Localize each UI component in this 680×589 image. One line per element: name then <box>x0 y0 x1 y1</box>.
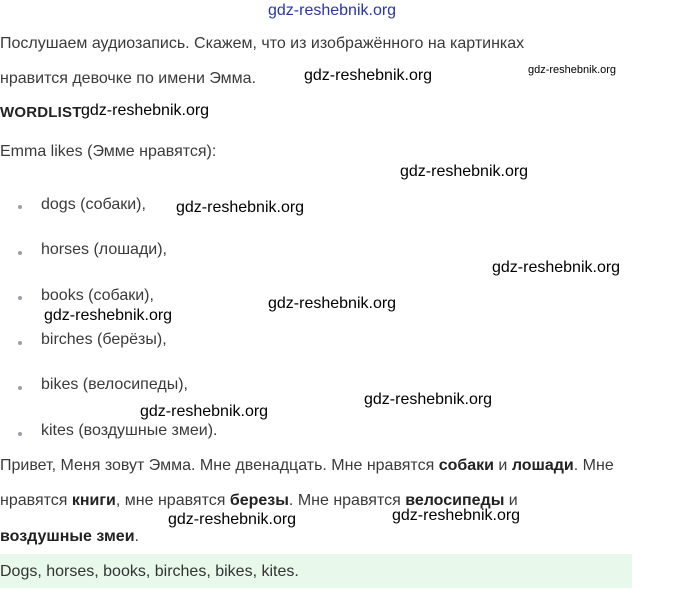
list-item: books (собаки), <box>41 287 154 304</box>
watermark: gdz-reshebnik.org <box>268 295 397 312</box>
answer-text: Dogs, horses, books, birches, bikes, kites. <box>0 563 299 580</box>
list-item: horses (лошади), <box>41 241 167 258</box>
answer-box <box>0 554 632 588</box>
watermark: gdz-reshebnik.org <box>392 507 521 524</box>
likes-label: Emma likes (Эмме нравятся): <box>0 143 217 160</box>
wordlist-heading: WORDLIST <box>0 104 82 121</box>
watermark-small: gdz-reshebnik.org <box>528 64 617 76</box>
intro-line-1: Послушаем аудиозапись. Скажем, что из изображённого на картинках <box>0 35 525 52</box>
watermark: gdz-reshebnik.org <box>44 307 173 324</box>
bullet-icon <box>18 251 22 255</box>
list-item: birches (берёзы), <box>41 331 167 348</box>
watermark: gdz-reshebnik.org <box>364 391 493 408</box>
story-bold: лошади <box>511 457 574 474</box>
story-text: . Мне <box>573 457 614 474</box>
watermark: gdz-reshebnik.org <box>400 163 529 180</box>
list-item: kites (воздушные змеи). <box>41 422 218 439</box>
story-line-1 <box>0 457 614 475</box>
bullet-icon <box>18 386 22 390</box>
story-text: . Мне нравятся <box>288 492 406 509</box>
story-text: Привет, Меня зовут Эмма. Мне двенадцать. Мне нравятся <box>0 457 439 474</box>
watermark: gdz-reshebnik.org <box>492 259 621 276</box>
watermark: gdz-reshebnik.org <box>81 102 210 119</box>
watermark: gdz-reshebnik.org <box>140 403 269 420</box>
bullet-icon <box>18 341 22 345</box>
story-bold: воздушные змеи <box>0 528 135 545</box>
story-text: и <box>493 457 512 474</box>
bullet-icon <box>18 432 22 436</box>
list-item: bikes (велосипеды), <box>41 376 188 393</box>
story-text: . <box>134 528 139 545</box>
story-bold: велосипеды <box>405 492 505 509</box>
list-item: dogs (собаки), <box>41 196 146 213</box>
watermark: gdz-reshebnik.org <box>176 199 305 216</box>
watermark: gdz-reshebnik.org <box>168 511 297 528</box>
story-bold: собаки <box>438 457 494 474</box>
bullet-icon <box>18 296 22 300</box>
story-text: , мне нравятся <box>115 492 230 509</box>
story-text: и <box>504 492 518 509</box>
story-bold: книги <box>71 492 116 509</box>
story-bold: березы <box>229 492 289 509</box>
watermark-top: gdz-reshebnik.org <box>268 2 397 19</box>
watermark: gdz-reshebnik.org <box>304 67 433 84</box>
story-line-3 <box>0 528 139 546</box>
intro-line-2: нравится девочке по имени Эмма. <box>0 70 257 87</box>
story-text: нравятся <box>0 492 72 509</box>
bullet-icon <box>18 205 22 209</box>
